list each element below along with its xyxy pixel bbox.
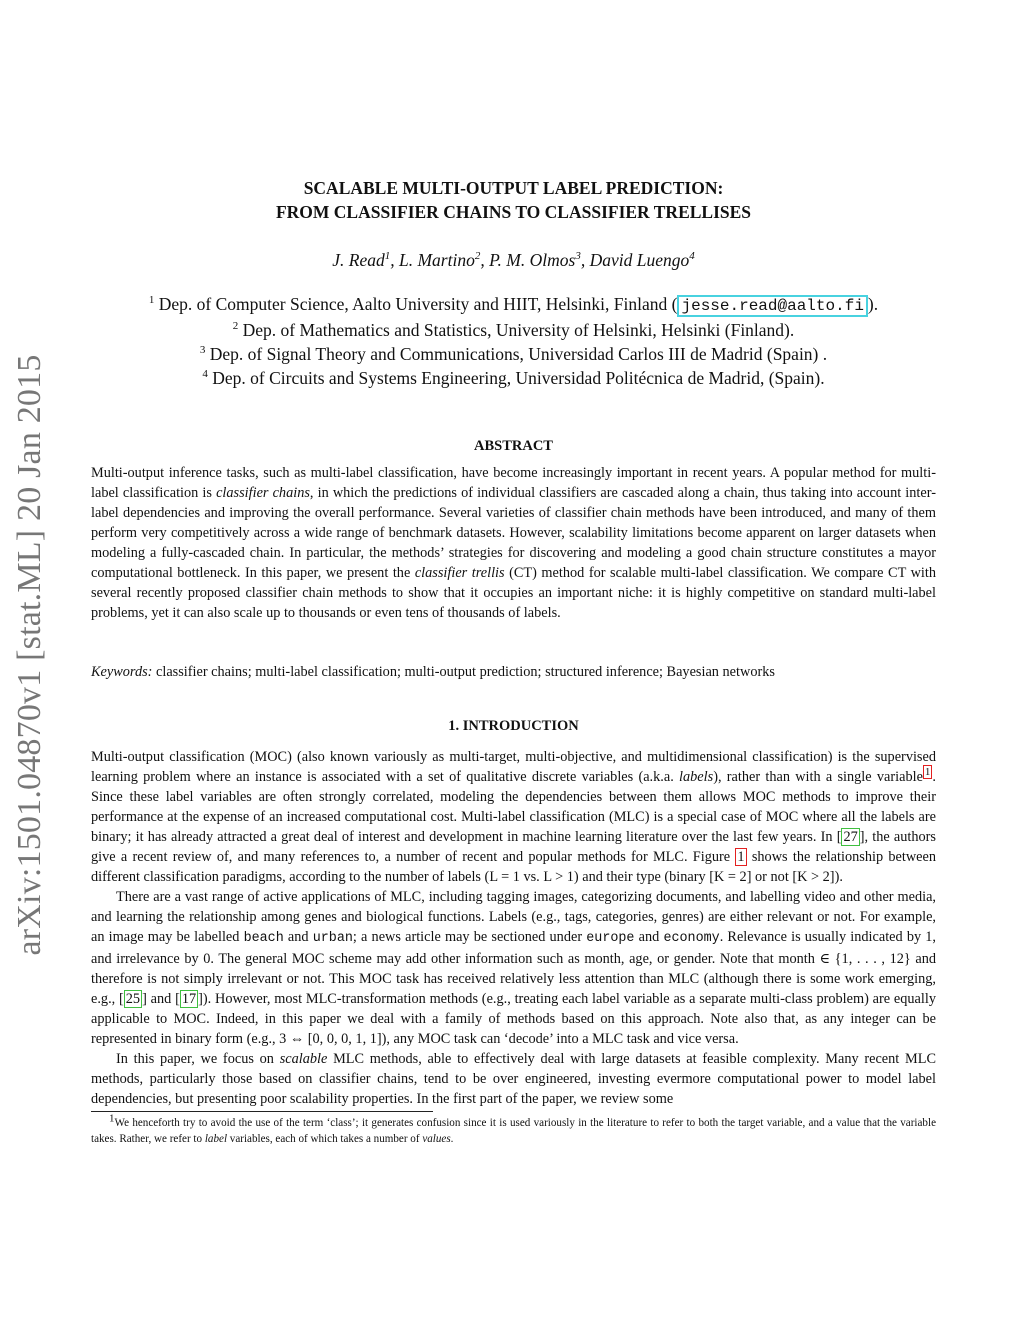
footnote: $^1$We henceforth try to avoid the use of the term ‘class’; it generates confusion since it is used variously in the literature to refer to both the target variable, and a value that the variable takes. Rather, we refer to label variables, each of which takes a number of values. bbox=[91, 1112, 936, 1145]
author-list: J. Read$^1$, L. Martino$^2$, P. M. Olmos$^3$, David Luengo$^4$ bbox=[332, 250, 695, 270]
email-link[interactable]: jesse.read@aalto.fi bbox=[677, 295, 867, 317]
affiliation: $^3$ Dep. of Signal Theory and Communications, Universidad Carlos III de Madrid (Spain) . bbox=[199, 344, 828, 364]
intro-paragraph-2: There are a vast range of active applications of MLC, including tagging images, categorizing documents, and labelling video and other media, and learning the relationship among genes and biological functions. Labels (e.g., tags, categories, genres) are either relevant or not. For example, an image may be labelled beach and urban; a news article may be sectioned under europe and economy. Relevance is usually indicated by 1, and irrelevance by 0. The general MOC scheme may add other information such as month, age, or gender. Note that month ∈ {1, . . . , 12} and therefore is not simply irrelevant or not. This MOC task has received relatively less attention than MLC (although there is some work emerging, e.g., [ 25 ] and [ 17 ]). However, most MLC-transformation methods (e.g., treating each label variable as a separate multi-class problem) are equally applicable to MOC. Indeed, in this paper we deal with a family of methods based on this approach. Note also that, as any integer can be represented in binary form (e.g., 3 ⇔ [0, 0, 0, 1, 1]), any MOC task can ‘decode’ into a MLC task and vice versa. bbox=[91, 889, 936, 1047]
figure-link[interactable]: 1 bbox=[737, 849, 745, 865]
intro-paragraph-1: Multi-output classification (MOC) (also known variously as multi-target, multi-objective, and multidimensional classification) is the supervised learning problem where an instance is associated with a set of qualitative discrete variables (a.k.a. labels), rather than with a single variable $^1$ . Since these label variables are often strongly correlated, modeling the dependencies between them allows MOC methods to improve their performance at the expense of an increased computational cost. Multi-label classification (MLC) is a special case of MOC where all the labels are binary; it has already attracted a great deal of interest and development in machine learning literature over the last few years. In [ 27 ], the authors give a recent review of, and many references to, a number of recent and popular methods for MLC. Figure 1 shows the relationship between different classification paradigms, according to the number of labels (L = 1 vs. L > 1) and their type (binary [K = 2] or not [K > 2]). bbox=[91, 749, 936, 885]
footnote-rule bbox=[91, 1111, 433, 1112]
footnote-link[interactable]: 1 bbox=[924, 766, 931, 779]
arxiv-sidebar bbox=[5, 350, 55, 960]
affiliation: $^4$ Dep. of Circuits and Systems Engineering, Universidad Politécnica de Madrid, (Spain). bbox=[202, 368, 825, 388]
keywords: Keywords: classifier chains; multi-label classification; multi-output prediction; structured inference; Bayesian networks bbox=[91, 664, 775, 680]
author: David Luengo$^4$ bbox=[589, 250, 695, 270]
affiliation: $^2$ Dep. of Mathematics and Statistics, University of Helsinki, Helsinki (Finland). bbox=[232, 320, 795, 340]
author: J. Read$^1$ bbox=[332, 250, 391, 270]
paper-page bbox=[91, 176, 936, 1147]
citation-link[interactable]: 25 bbox=[125, 991, 141, 1007]
affiliations bbox=[91, 292, 936, 390]
arxiv-identifier: arXiv:1501.04870v1 [stat.ML] 20 Jan 2015 bbox=[11, 354, 48, 956]
paper-title: SCALABLE MULTI-OUTPUT LABEL PREDICTION: FROM CLASSIFIER CHAINS TO CLASSIFIER TRELLISES bbox=[275, 178, 752, 222]
author: P. M. Olmos$^3$ bbox=[489, 250, 581, 270]
citation-link[interactable]: 27 bbox=[843, 829, 858, 845]
citation-link[interactable]: 17 bbox=[181, 991, 197, 1007]
section-heading-introduction: 1. INTRODUCTION bbox=[448, 718, 579, 734]
author: L. Martino$^2$ bbox=[399, 250, 481, 270]
affiliation: $^1$ Dep. of Computer Science, Aalto University and HIIT, Helsinki, Finland ( jesse.read@aalto.fi ). bbox=[148, 294, 879, 315]
abstract-heading: ABSTRACT bbox=[474, 438, 553, 454]
abstract-text: Multi-output inference tasks, such as multi-label classification, have become increasingly important in recent years. A popular method for multi-label classification is classifier chains, in which the predictions of individual classifiers are cascaded along a chain, thus taking into account inter-label dependencies and improving the overall performance. Several varieties of classifier chain methods have been introduced, and many of them perform very competitively across a wide range of benchmark datasets. However, scalability limitations become apparent on larger datasets when modeling a fully-cascaded chain. In particular, the methods’ strategies for discovering and modeling a good chain structure constitutes a mayor computational bottleneck. In this paper, we present the classifier trellis (CT) method for scalable multi-label classification. We compare CT with several recently proposed classifier chain methods to show that it occupies an important niche: it is highly competitive on standard multi-label problems, yet it can also scale up to thousands or even tens of thousands of labels. bbox=[91, 465, 936, 621]
intro-paragraph-3: In this paper, we focus on scalable MLC methods, able to effectively deal with large datasets at feasible complexity. Many recent MLC methods, particularly those based on classifier chains, tend to be over engineered, investing evermore computational power to model label dependencies, but presenting poor scalability properties. In the first part of the paper, we review some bbox=[91, 1051, 936, 1107]
